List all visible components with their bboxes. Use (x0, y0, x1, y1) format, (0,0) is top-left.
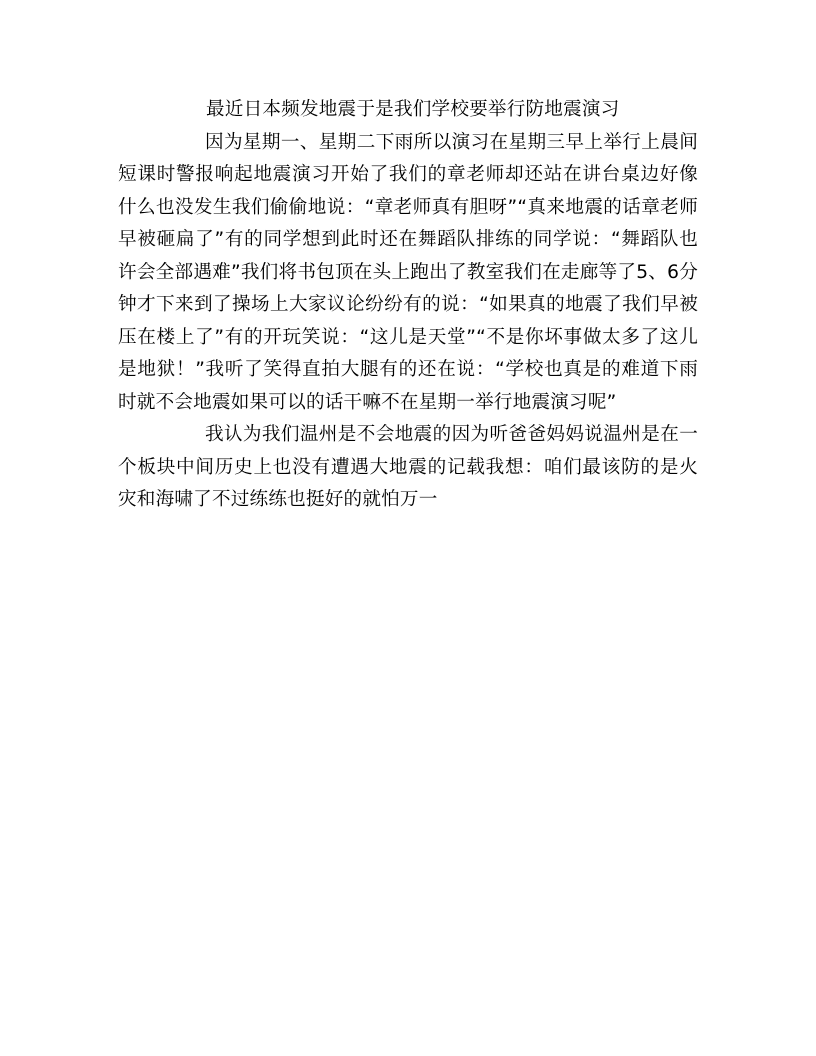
document-title: 最近日本频发地震于是我们学校要举行防地震演习 (206, 99, 620, 120)
document-body (118, 94, 698, 517)
paragraph-1: 因为星期一、星期二下雨所以演习在星期三早上举行上晨间短课时警报响起地震演习开始了我们的章老师却还站在讲台桌边好像什么也没发生我们偷偷地说：“章老师真有胆呀”“真来地震的话章老师早被砸扁了”有的同学想到此时还在舞蹈队排练的同学说：“舞蹈队也许会全部遇难”我们将书包顶在头上跑出了教室我们在走廊等了5、6分钟才下来到了操场上大家议论纷纷有的说：“如果真的地震了我们早被压在楼上了”有的开玩笑说：“这儿是天堂”“不是你坏事做太多了这儿是地狱！”我听了笑得直拍大腿有的还在说：“学校也真是的难道下雨时就不会地震如果可以的话干嘛不在星期一举行地震演习呢” (118, 131, 698, 413)
paragraph-2: 我认为我们温州是不会地震的因为听爸爸妈妈说温州是在一个板块中间历史上也没有遭遇大地震的记载我想：咱们最该防的是火灾和海啸了不过练练也挺好的就怕万一 (118, 424, 698, 510)
